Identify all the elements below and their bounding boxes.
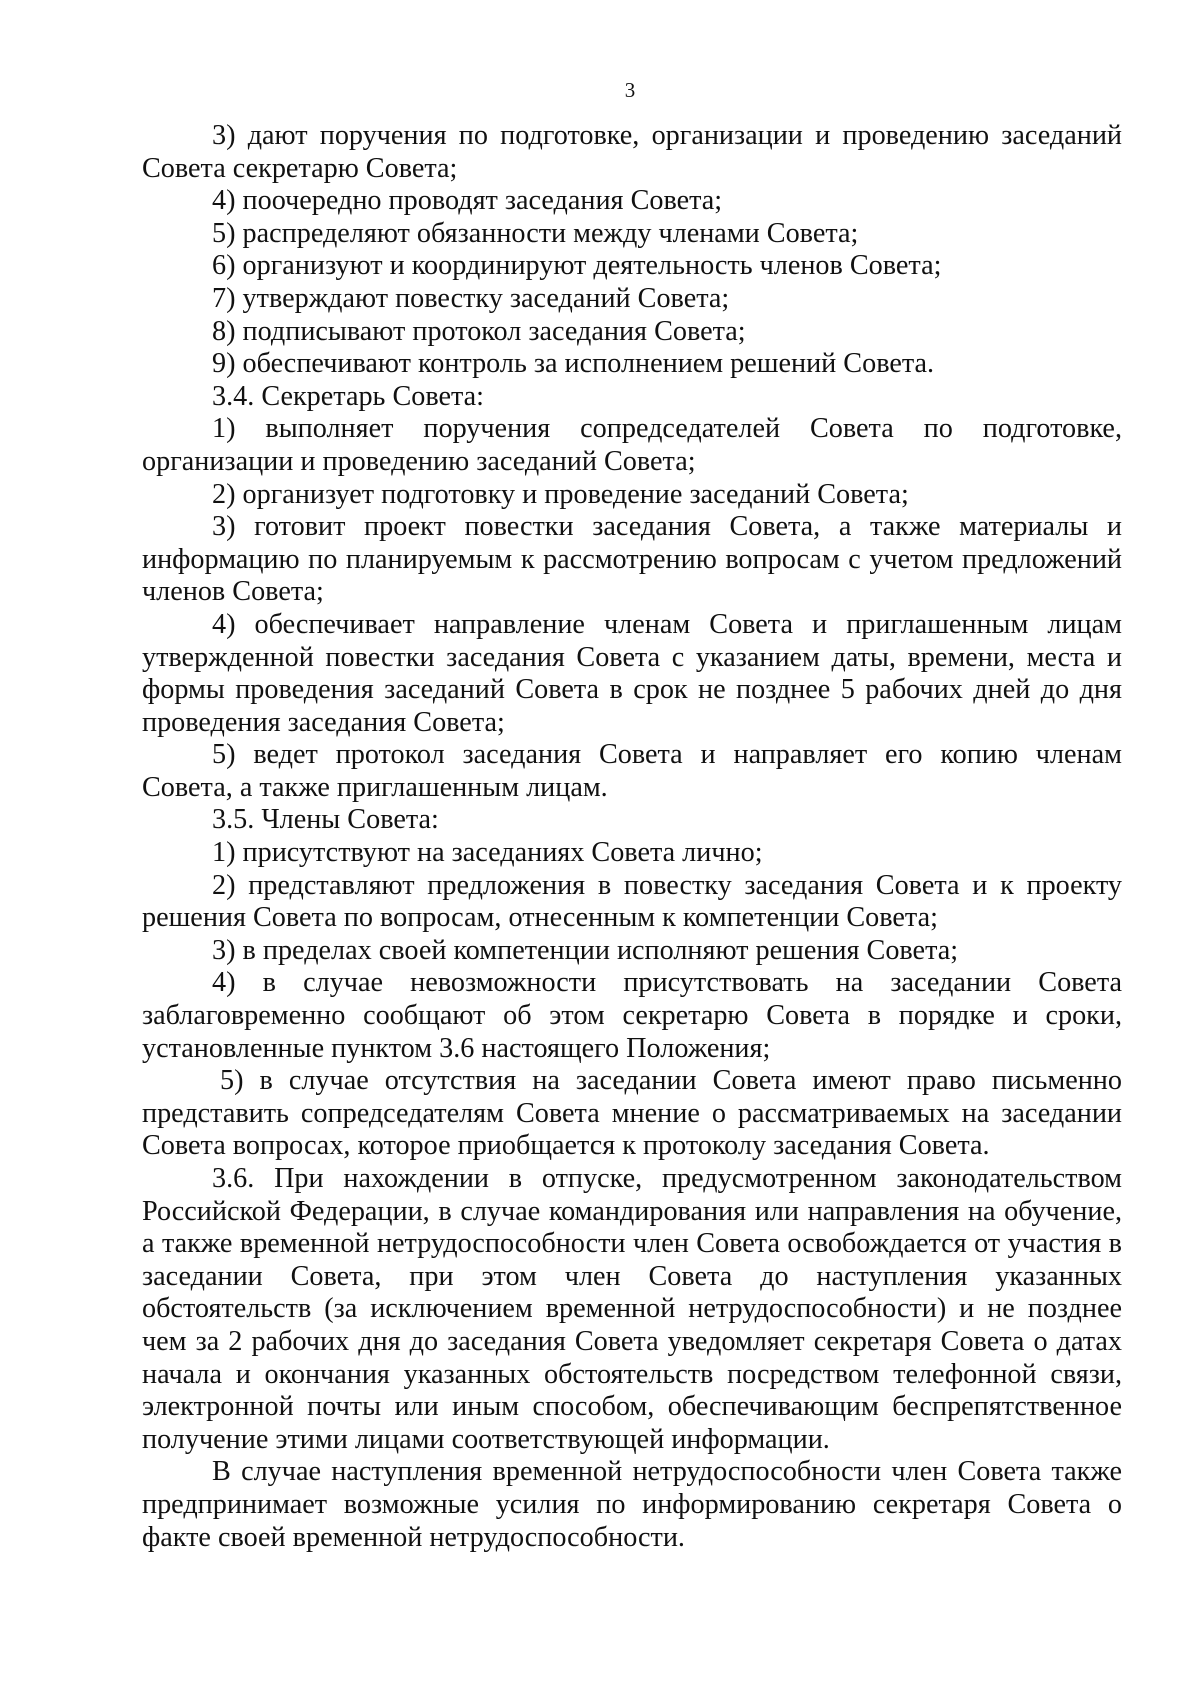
- paragraph-members-1: 1) присутствуют на заседаниях Совета лично;: [212, 837, 763, 869]
- paragraph-item-8-sign-protocol: 8) подписывают протокол заседания Совета;: [212, 315, 746, 347]
- paragraph-item-7-approve-agenda: 7) утверждают повестку заседаний Совета;: [212, 282, 730, 314]
- page-number: 3: [624, 78, 636, 102]
- paragraph-members-5: 5) в случае отсутствия на заседании Совета имеют право письменно представить сопредседателям Совета мнение о рассматриваемых на заседании Совета вопросах, которое приобщается к протоколу заседания Совета.: [142, 1065, 1122, 1162]
- paragraph-temporary-disability: В случае наступления временной нетрудоспособности член Совета также предпринимает возможные усилия по информированию секретаря Совета о факте своей временной нетрудоспособности.: [142, 1456, 1122, 1553]
- paragraph-secretary-5: 5) ведет протокол заседания Совета и направляет его копию членам Совета, а также приглашенным лицам.: [142, 739, 1122, 803]
- section-paragraph-3-6: 3.6. При нахождении в отпуске, предусмотренном законодательством Российской Федерации, в случае командирования или направления на обучение, а также временной нетрудоспособности член Совета освобождается от участия в заседании Совета, при этом член Совета до наступления указанных обстоятельств (за исключением временной нетрудоспособности) и не позднее чем за 2 рабочих дня до заседания Совета уведомляет секретаря Совета о датах начала и окончания указанных обстоятельств посредством телефонной связи, электронной почты или иным способом, обеспечивающим беспрепятственное получение этими лицами соответствующей информации.: [142, 1163, 1122, 1455]
- paragraph-item-3-instructions: 3) дают поручения по подготовке, организации и проведению заседаний Совета секретарю Совета;: [142, 120, 1122, 184]
- paragraph-item-9-control-execution: 9) обеспечивают контроль за исполнением решений Совета.: [212, 348, 935, 380]
- paragraph-item-5-distribute-duties: 5) распределяют обязанности между членами Совета;: [212, 217, 859, 249]
- paragraph-members-3: 3) в пределах своей компетенции исполняют решения Совета;: [212, 934, 959, 966]
- paragraph-secretary-1: 1) выполняет поручения сопредседателей Совета по подготовке, организации и проведению заседаний Совета;: [142, 413, 1122, 477]
- paragraph-secretary-4: 4) обеспечивает направление членам Совета и приглашенным лицам утвержденной повестки заседания Совета с указанием даты, времени, места и формы проведения заседаний Совета в срок не позднее 5 рабочих дней до дня проведения заседания Совета;: [142, 608, 1122, 738]
- document-body: [142, 120, 1122, 1554]
- paragraph-members-2: 2) представляют предложения в повестку заседания Совета и к проекту решения Совета по вопросам, отнесенным к компетенции Совета;: [142, 869, 1122, 934]
- section-heading-3-4-secretary: 3.4. Секретарь Совета:: [212, 380, 485, 412]
- paragraph-item-4-alternate-meetings: 4) поочередно проводят заседания Совета;: [212, 185, 723, 217]
- paragraph-item-6-coordinate-activities: 6) организуют и координируют деятельность членов Совета;: [212, 250, 942, 282]
- paragraph-members-4: 4) в случае невозможности присутствовать на заседании Совета заблаговременно сообщают об этом секретарю Совета в порядке и сроки, установленные пунктом 3.6 настоящего Положения;: [142, 967, 1122, 1064]
- paragraph-secretary-2: 2) организует подготовку и проведение заседаний Совета;: [212, 478, 909, 510]
- section-heading-3-5-members: 3.5. Члены Совета:: [212, 804, 439, 836]
- paragraph-secretary-3: 3) готовит проект повестки заседания Совета, а также материалы и информацию по планируемым к рассмотрению вопросам с учетом предложений членов Совета;: [142, 511, 1122, 608]
